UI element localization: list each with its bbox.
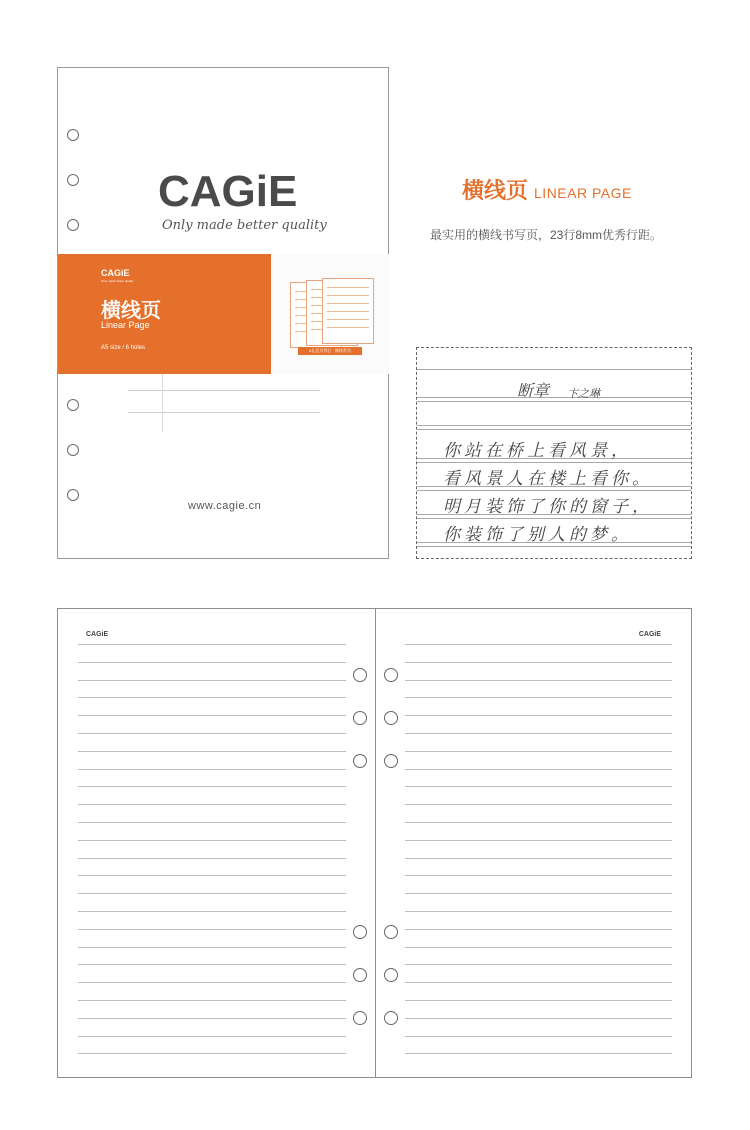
band-logo: CAGiE [101,268,130,278]
ruled-line [405,644,672,645]
ruled-line [405,822,672,823]
ring-hole-icon [384,668,398,682]
left-page-logo: CAGiE [86,631,109,638]
poem-title: 断章 [517,381,550,400]
ruled-line [405,982,672,983]
heading-title-en: LINEAR PAGE [534,185,632,201]
ruled-line [405,680,672,681]
ruled-line [78,697,346,698]
ring-hole-icon [384,968,398,982]
ruled-line [405,929,672,930]
ruled-line [78,751,346,752]
ruled-line [405,875,672,876]
open-notebook [57,608,692,1078]
punch-hole-icon [67,129,79,141]
ring-hole-icon [353,711,367,725]
ruled-line [78,964,346,965]
poem-line: 看风景人在楼上看你。 [443,469,653,489]
punch-hole-icon [67,174,79,186]
poem-line: 你装饰了别人的梦。 [443,525,632,545]
ruled-line [78,715,346,716]
handwriting-sample [416,347,692,559]
ruled-line [78,1018,346,1019]
notebook-spine [375,609,376,1077]
ruled-line [78,858,346,859]
ruled-line [78,662,346,663]
band-title: 横线页 [101,300,161,322]
ruled-line [405,858,672,859]
cover-margin-rule [162,374,163,432]
punch-hole-icon [67,489,79,501]
ruled-line [78,644,346,645]
ruled-line [405,662,672,663]
punch-hole-icon [67,399,79,411]
ring-hole-icon [384,1011,398,1025]
product-label-band [58,254,271,374]
ruled-line [78,786,346,787]
ruled-line [78,822,346,823]
ring-hole-icon [353,968,367,982]
ruled-line [405,893,672,894]
band-size: A5 size / 6 holes [101,345,146,351]
heading-description: 最实用的横线书写页，23行8mm优秀行距。 [430,228,663,242]
ruled-line [78,982,346,983]
ring-hole-icon [384,711,398,725]
ruled-line [405,751,672,752]
ring-hole-icon [384,754,398,768]
preview-strip [271,254,389,374]
poem-line: 明月装饰了你的窗子， [443,497,653,517]
section-heading [462,174,632,205]
ruled-line [405,911,672,912]
ruled-line [405,1000,672,1001]
ruled-line [78,893,346,894]
ruled-line [78,680,346,681]
band-title-en: Linear Page [101,320,150,330]
heading-title-cn: 横线页 [462,178,529,203]
ruled-line [405,786,672,787]
ruled-line [78,1036,346,1037]
ruled-line [78,929,346,930]
ruled-line [405,804,672,805]
punch-hole-icon [67,444,79,456]
ruled-line [78,875,346,876]
ring-hole-icon [353,925,367,939]
brand-tagline: Only made better quality [162,218,327,233]
mini-label: 6孔活页替芯 · 横线系列 [298,347,362,355]
ruled-line [78,769,346,770]
ring-hole-icon [353,1011,367,1025]
mini-pages-illustration [290,278,376,368]
ruled-line [405,715,672,716]
ruled-line [405,697,672,698]
poem-line: 你站在桥上看风景， [443,441,632,461]
ruled-line [405,1053,672,1054]
ruled-line [405,769,672,770]
ruled-line [405,733,672,734]
ruled-line [78,911,346,912]
ring-hole-icon [353,668,367,682]
right-page-logo: CAGiE [638,631,661,638]
ruled-line [405,947,672,948]
poem-author: 卞之琳 [567,387,600,400]
ring-hole-icon [384,925,398,939]
cover-rule [128,412,320,413]
ruled-line [405,1018,672,1019]
brand-logo: CAGiE [158,167,298,216]
ring-hole-icon [353,754,367,768]
ruled-line [78,733,346,734]
ruled-line [405,1036,672,1037]
ruled-line [78,1053,346,1054]
ruled-line [78,947,346,948]
cover-rule [128,390,320,391]
ruled-line [405,840,672,841]
ruled-line [78,1000,346,1001]
ruled-line [78,804,346,805]
band-tagline: Only made better quality [101,279,134,283]
website-url: www.cagie.cn [188,500,262,512]
cover-page [57,67,389,559]
punch-hole-icon [67,219,79,231]
ruled-line [405,964,672,965]
ruled-line [78,840,346,841]
